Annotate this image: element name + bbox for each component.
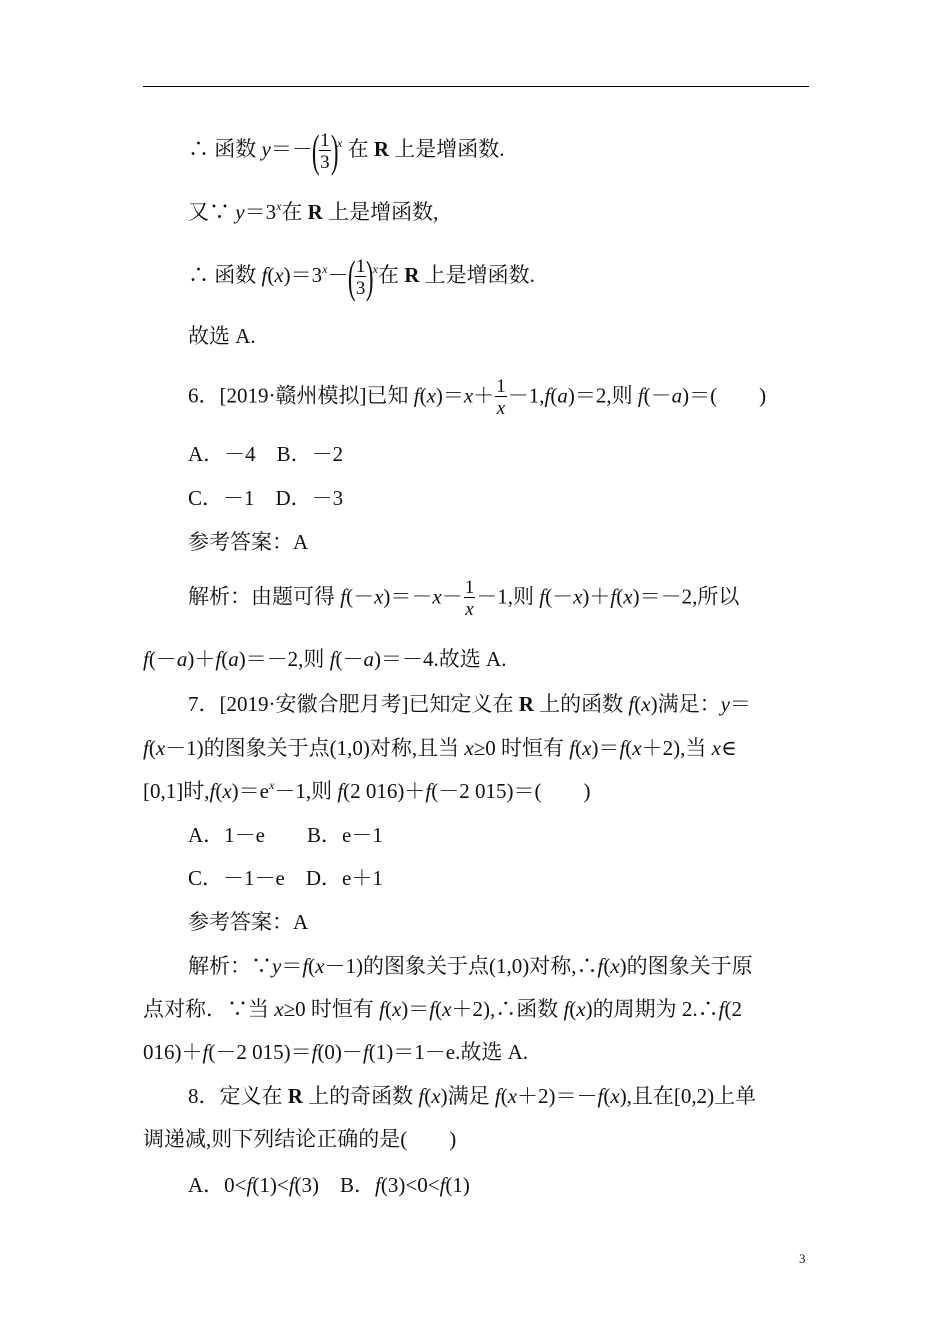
q7-options-cd: C．－1－e D．e＋1: [188, 866, 383, 890]
fraction: $\frac{1}{x}$: [464, 577, 475, 620]
q7-solution-2: 点对称．∵当 x≥0 时恒有 f(x)＝f(x＋2),∴函数 f(x)的周期为 2.∴f(2: [143, 997, 742, 1021]
q6-options-cd: C．－1 D．－3: [188, 486, 344, 510]
q7-options-ab: A．1－e B．e－1: [188, 823, 383, 847]
q6-options-ab: A．－4 B．－2: [188, 442, 344, 466]
q7-solution-3: 016)＋f(－2 015)＝f(0)－f(1)＝1－e.故选 A.: [143, 1040, 529, 1064]
q6-answer: 参考答案：A: [188, 530, 309, 554]
q8-options-ab: A．0<f(1)<f(3) B．f(3)<0<f(1): [188, 1173, 470, 1197]
header-rule: [143, 86, 809, 87]
fraction: $\frac{1}{x}$: [496, 376, 506, 419]
line-given: 又∵ $y=3^x$在 R 上是增函数,: [188, 199, 439, 224]
fraction: $\frac{1}{3}$: [355, 255, 366, 299]
question-6: 6．[2019·赣州模拟]已知 f(x)＝x＋ $\frac{1}{x}$ －1,f(a)＝2,则 f(－a)＝( ): [188, 376, 767, 419]
line-conclusion-1: ∴ 函数 y＝－( $\frac{1}{3}$ )$^x$ 在 R 上是增函数.: [188, 125, 505, 176]
question-7-line-2: f(x－1)的图象关于点(1,0)对称,且当 x≥0 时恒有 f(x)＝f(x＋2),当 x∈: [143, 736, 737, 760]
question-7-line-3: [0,1]时$,f(x)=e^x-1$,则 f(2 016)＋f(－2 015)＝( ): [143, 778, 591, 803]
q6-solution-2: f(－a)＋f(a)＝－2,则 f(－a)＝－4.故选 A.: [143, 647, 507, 671]
line-conclusion-2: ∴ 函数 $f(x)=3^x-$( $\frac{1}{3}$ )$^x$在 R 上是增函数.: [188, 251, 535, 302]
q7-answer: 参考答案：A: [188, 910, 309, 934]
fraction: $\frac{1}{3}$: [320, 129, 330, 173]
line-choose-a: 故选 A.: [188, 324, 256, 348]
q7-solution-1: 解析：∵y＝f(x－1)的图象关于点(1,0)对称,∴f(x)的图象关于原: [188, 954, 753, 978]
page-number: 3: [799, 1251, 806, 1266]
q6-solution-1: 解析：由题可得 f(－x)＝－x－ $\frac{1}{x}$ －1,则 f(－x)＋f(x)＝－2,所以: [188, 577, 740, 620]
question-8-line-1: 8．定义在 R 上的奇函数 f(x)满足 f(x＋2)＝－f(x),且在[0,2)上单: [188, 1084, 757, 1108]
question-8-line-2: 调递减,则下列结论正确的是( ): [143, 1127, 457, 1151]
question-7-line-1: 7．[2019·安徽合肥月考]已知定义在 R 上的函数 f(x)满足：y＝: [188, 692, 751, 716]
